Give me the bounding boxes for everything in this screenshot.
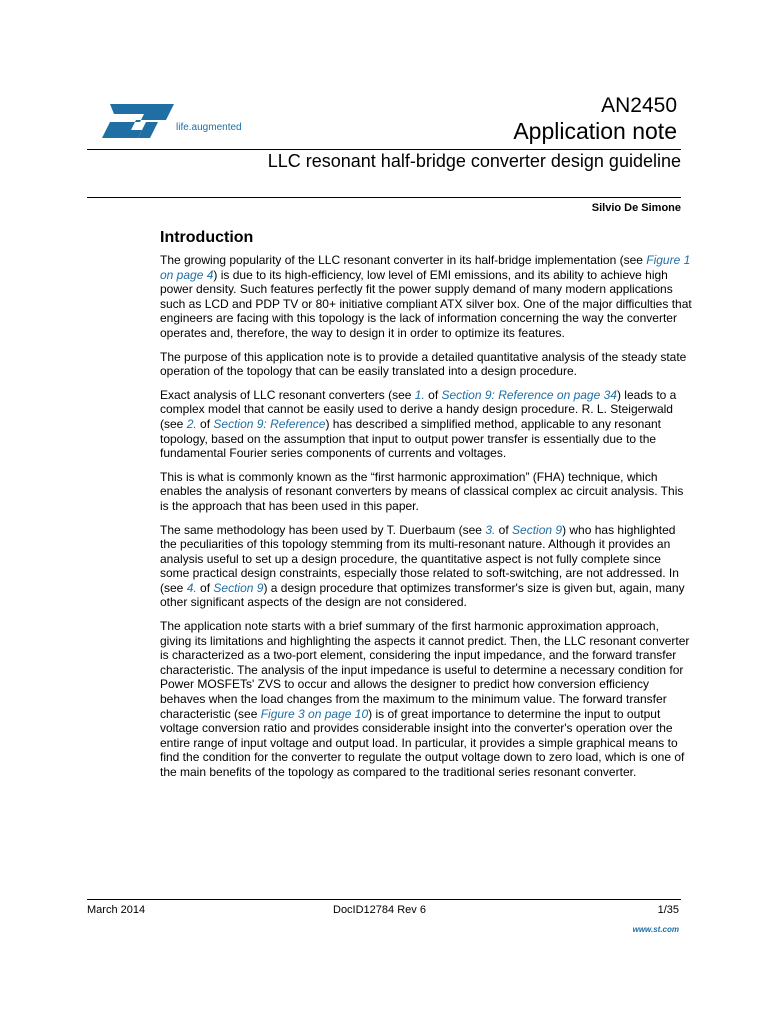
st-logo <box>96 98 282 144</box>
footer-doc-id: DocID12784 Rev 6 <box>333 904 426 916</box>
link-reference-4[interactable]: 4. <box>186 580 197 595</box>
text-run: of <box>495 522 513 537</box>
text-run: of <box>196 580 214 595</box>
text-run: ) has described a simplified method, applicable to any resonant topology, based on the assumption that input to output power transfer is essentially due to the fundamental Fourier series components of currents and voltages. <box>160 416 661 461</box>
link-section-9-b[interactable]: Section 9 <box>213 580 264 595</box>
title-rule <box>87 197 681 198</box>
footer-rule <box>87 899 681 900</box>
link-section-9-a[interactable]: Section 9 <box>512 522 563 537</box>
intro-paragraph-5 <box>160 523 692 611</box>
text-run: The growing popularity of the LLC resonant converter in its half-bridge implementation (see <box>160 253 647 267</box>
link-reference-3[interactable]: 3. <box>485 522 496 537</box>
link-figure-3[interactable]: Figure 3 on page 10 <box>260 706 369 721</box>
text-run: ) leads to a complex model that cannot be easily used to derive a handy design procedure. R. L. Steigerwald (see <box>160 387 677 431</box>
link-reference-1[interactable]: 1. <box>414 387 425 402</box>
text-run: ) a design procedure that optimizes transformer's size is given but, again, many other significant aspects of the design are not considered. <box>160 580 685 610</box>
document-title: LLC resonant half-bridge converter design guideline <box>267 151 681 171</box>
introduction-heading: Introduction <box>160 229 254 246</box>
author-name: Silvio De Simone <box>591 202 681 214</box>
introduction-body <box>160 253 692 789</box>
link-reference-2[interactable]: 2. <box>186 416 197 431</box>
text-run: Exact analysis of LLC resonant converters (see <box>160 387 415 402</box>
logo-tagline: life.augmented <box>176 122 242 133</box>
footer-page-number: 1/35 <box>657 904 679 916</box>
footer-website-link[interactable]: www.st.com <box>632 925 679 934</box>
text-run: ) who has highlighted the peculiarities of this topology stemming from its multi-resonant nature. Although it provides an analysis useful to set up a design procedure, the quantitative aspect is not fully complete since some practical design constraints, especially those related to soft-switching, are not addressed. In (see <box>160 522 679 595</box>
text-run: ) is due to its high-efficiency, low level of EMI emissions, and its ability to achieve high power density. Such features perfectly fit the power supply demand of many modern applications such as LCD and PDP TV or 80+ initiative compliant ATX silver box. One of the major difficulties that engineers are facing with this topology is the lack of information concerning the way the converter operates and, therefore, the way to design it in order to optimize its features. <box>160 267 692 340</box>
footer-date: March 2014 <box>87 904 146 916</box>
link-figure-1[interactable]: Figure 1 on page 4 <box>160 253 691 282</box>
text-run: of <box>424 387 442 402</box>
header-rule <box>87 149 681 150</box>
intro-paragraph-2: The purpose of this application note is to provide a detailed quantitative analysis of the steady state operation of the topology that can be easily translated into a design procedure. <box>160 349 687 379</box>
document-number: AN2450 <box>601 94 677 117</box>
text-run: of <box>196 416 214 431</box>
intro-paragraph-1 <box>160 253 692 341</box>
intro-paragraph-6 <box>160 619 692 780</box>
link-section-9-reference[interactable]: Section 9: Reference <box>213 416 326 431</box>
st-logo-icon <box>96 98 176 144</box>
link-section-9-page-34[interactable]: Section 9: Reference on page 34 <box>441 387 617 402</box>
intro-paragraph-4: This is what is commonly known as the “first harmonic approximation” (FHA) technique, which enables the analysis of resonant converters by means of classical complex ac circuit analysis. This is the approach that has been used in this paper. <box>160 469 684 513</box>
document-type: Application note <box>513 118 677 144</box>
text-run: The same methodology has been used by T. Duerbaum (see <box>160 522 486 537</box>
text-run: ) is of great importance to determine the input to output voltage conversion ratio and provides considerable insight into the converter's operation over the entire range of input voltage and output load. In particular, it provides a simple graphical means to find the condition for the converter to regulate the output voltage down to zero load, which is one of the main benefits of the topology as compared to the traditional series resonant converter. <box>160 706 685 779</box>
text-run: The application note starts with a brief summary of the first harmonic approximation approach, giving its limitations and highlighting the aspects it cannot predict. Then, the LLC resonant converter is characterized as a two-port element, considering the input impedance, and the forward transfer characteristic. The analysis of the input impedance is useful to determine a necessary condition for Power MOSFETs' ZVS to occur and allows the designer to predict how conversion efficiency behaves when the load changes from the maximum to the minimum value. The forward transfer characteristic (see <box>160 619 690 721</box>
intro-paragraph-3 <box>160 388 692 461</box>
